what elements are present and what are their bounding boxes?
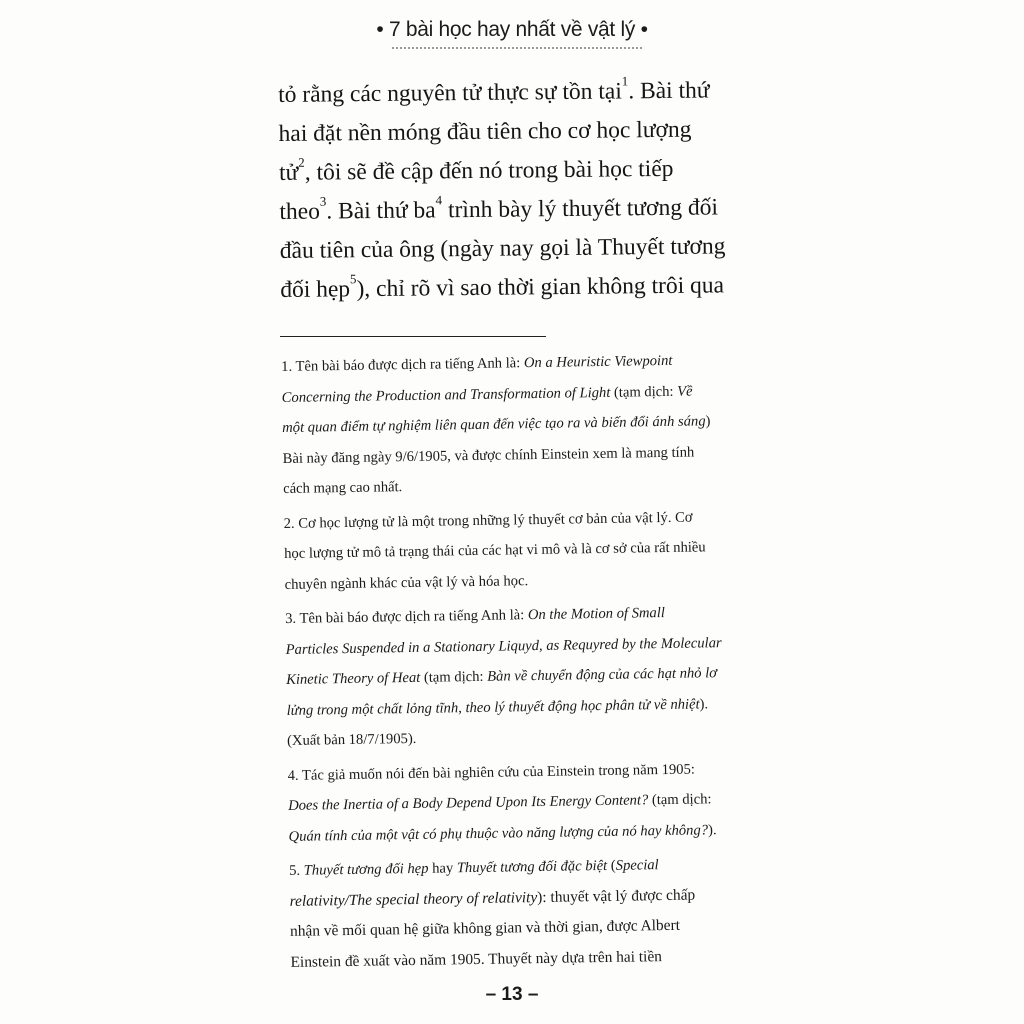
footnote-5-conj: hay <box>428 860 458 877</box>
footnote-3-title-vi: Bàn về chuyển động của các hạt nhỏ lơ <box>487 665 718 685</box>
footnote-2-line-1: 2. Cơ học lượng tử là một trong những lý thuyết cơ bản của vật lý. Cơ <box>283 509 693 532</box>
body-line-4-text: theo <box>279 198 321 225</box>
body-line-6-text-cont: ), chỉ rõ vì sao thời gian không trôi qua <box>356 272 725 303</box>
footnote-5-text: ): thuyết vật lý được chấp <box>537 886 696 906</box>
footnote-4-line-1: 4. Tác giả muốn nói đến bài nghiên cứu của Einstein trong năm 1905: <box>287 761 695 784</box>
body-line-3 <box>279 149 775 193</box>
footnote-1-paren: ) <box>705 413 711 430</box>
footnote-3-line-5: (Xuất bản 18/7/1905). <box>286 730 417 749</box>
footnote-separator-rule <box>280 336 546 337</box>
footnote-1-text: 1. Tên bài báo được dịch ra tiếng Anh là: <box>281 355 525 375</box>
body-line-6 <box>280 266 776 310</box>
footnote-ref-3: 3 <box>319 193 327 209</box>
footnote-4-paren: ). <box>707 821 717 838</box>
footnote-3-paren: ). <box>699 695 709 712</box>
footnote-5-term-2: Thuyết tương đối đặc biệt <box>456 857 608 877</box>
footnote-2 <box>283 501 764 600</box>
footnote-1-title-en-cont: Concerning the Production and Transformation of Light <box>281 384 611 406</box>
footnote-3-title-en-cont: Particles Suspended in a Stationary Liquyd, as Requyred by the Molecular <box>285 634 722 658</box>
footnote-3 <box>285 596 767 756</box>
footnote-5-number: 5. <box>289 862 304 879</box>
footnote-1-title-vi-cont: một quan điểm tự nghiệm liên quan đến việc tạo ra và biến đổi ánh sáng <box>282 413 706 436</box>
footnote-4-title-en: Does the Inertia of a Body Depend Upon Its Energy Content? <box>288 792 649 814</box>
footnote-5-line-4: Einstein đề xuất vào năm 1905. Thuyết này dựa trên hai tiền <box>290 947 663 971</box>
main-body-text <box>278 71 776 310</box>
running-head-dotted-rule <box>392 47 642 49</box>
footnote-5 <box>289 848 771 978</box>
footnote-5-term-en: Special <box>615 857 659 874</box>
body-line-1-text: tỏ rằng các nguyên tử thực sự tồn tại <box>278 78 622 108</box>
body-line-4-text-cont: . Bài thứ ba <box>326 197 436 225</box>
body-line-2 <box>278 110 774 154</box>
footnote-1-line-4: Bài này đăng ngày 9/6/1905, và được chính Einstein xem là mang tính <box>282 444 695 467</box>
body-line-4 <box>279 188 775 232</box>
footnote-5-line-3: nhận về mối quan hệ giữa không gian và thời gian, được Albert <box>289 916 681 940</box>
body-line-2-text: hai đặt nền móng đầu tiên cho cơ học lượng <box>278 116 692 147</box>
footnote-5-term-1: Thuyết tương đối hẹp <box>303 860 429 879</box>
footnote-3-title-en-end: Kinetic Theory of Heat <box>286 669 421 688</box>
footnote-3-title-vi-cont: lửng trong một chất lỏng tĩnh, theo lý thuyết động học phân tử về nhiệt <box>286 695 700 719</box>
body-line-1 <box>278 71 774 115</box>
footnote-5-term-en-cont: relativity/The special theory of relativity <box>289 888 538 910</box>
footnote-1 <box>281 344 763 504</box>
footnotes-section <box>281 344 771 981</box>
footnote-ref-5: 5 <box>349 270 357 286</box>
body-line-5 <box>280 227 776 271</box>
footnote-5-paren-open: ( <box>607 857 616 874</box>
footnote-ref-2: 2 <box>298 154 305 170</box>
page-number: – 13 – <box>485 984 539 1005</box>
running-head-title: • 7 bài học hay nhất về vật lý • <box>376 18 648 41</box>
body-line-4-text-end: trình bày lý thuyết tương đối <box>441 194 719 224</box>
body-line-3-text-cont: , tôi sẽ đề cập đến nó trong bài học tiếp <box>304 155 674 186</box>
body-line-1-text-cont: . Bài thứ <box>628 77 710 105</box>
footnote-3-title-en: On the Motion of Small <box>527 605 666 624</box>
footnote-1-title-vi: Về <box>677 383 693 400</box>
footnote-4-title-vi: Quán tính của một vật có phụ thuộc vào năng lượng của nó hay không? <box>288 821 709 845</box>
footnote-ref-4: 4 <box>435 191 443 208</box>
footnote-1-title-en: On a Heuristic Viewpoint <box>523 352 673 372</box>
footnote-2-line-3: chuyên ngành khác của vật lý và hóa học. <box>284 572 529 593</box>
body-line-6-text: đối hẹp <box>280 276 351 303</box>
footnote-1-line-5: cách mạng cao nhất. <box>283 479 403 497</box>
footnote-ref-1: 1 <box>621 72 629 89</box>
body-line-5-text: đầu tiên của ông (ngày nay gọi là Thuyết tương <box>279 233 726 264</box>
footnote-3-text-cont: (tạm dịch: <box>420 668 488 686</box>
footnote-4-text-cont: (tạm dịch: <box>648 791 712 809</box>
footnote-4 <box>287 753 768 852</box>
footnote-2-line-2: học lượng tử mô tả trạng thái của các hạt vi mô và là cơ sở của rất nhiều <box>284 539 706 562</box>
body-line-3-text: tử <box>278 159 299 186</box>
footnote-3-text: 3. Tên bài báo được dịch ra tiếng Anh là: <box>285 607 529 627</box>
footnote-1-text-cont: (tạm dịch: <box>610 383 678 401</box>
